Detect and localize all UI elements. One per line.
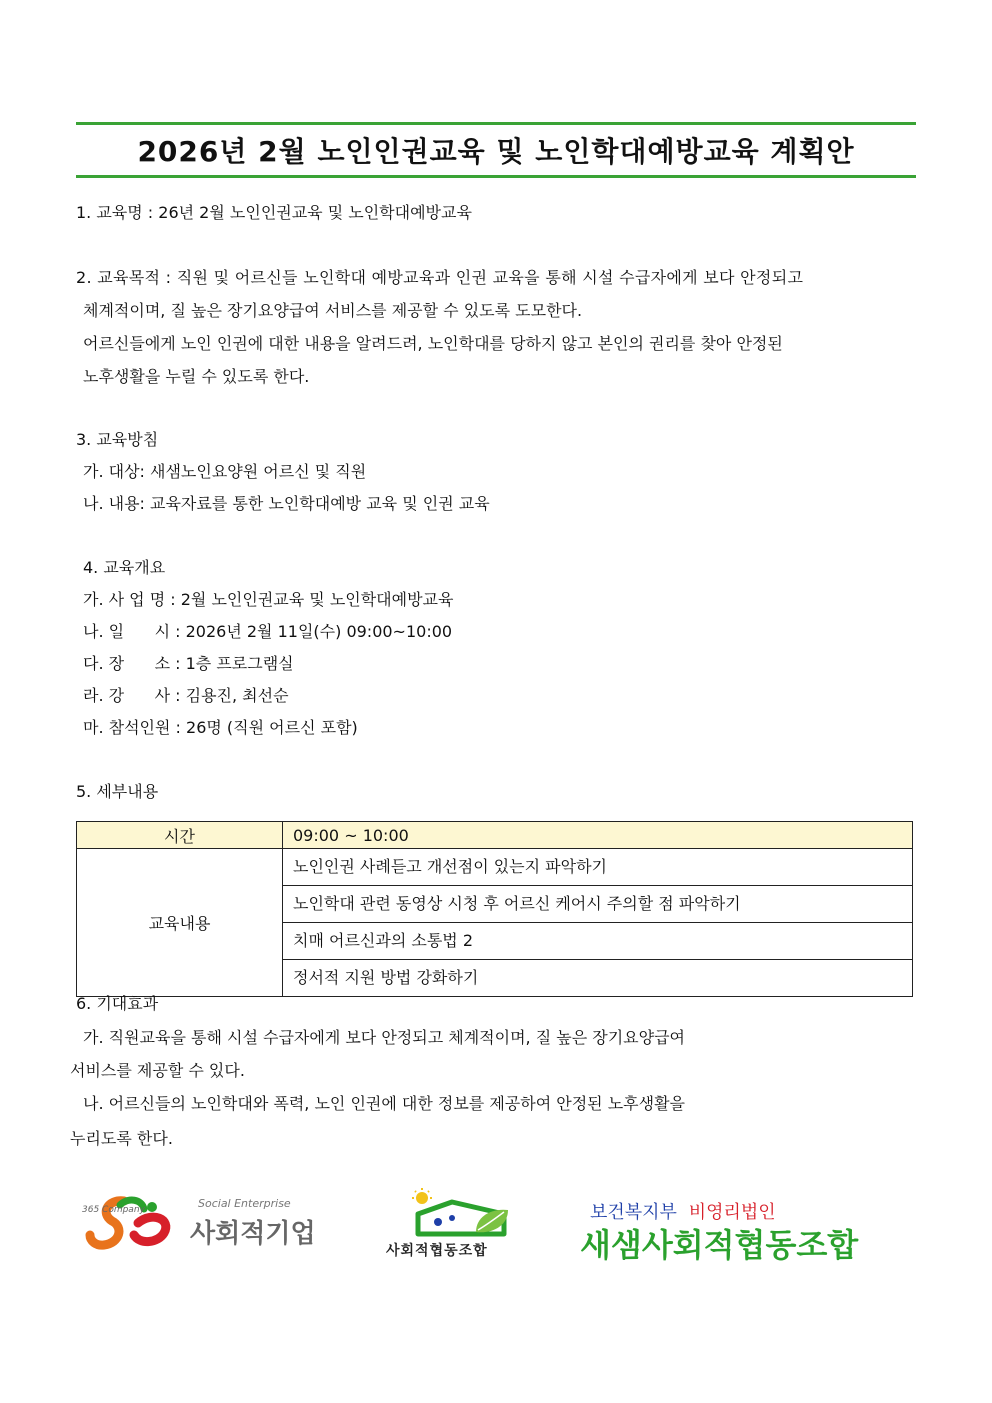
house-leaf-icon (380, 1188, 560, 1244)
section-2-purpose-line-4: 노후생활을 누릴 수 있도록 한다. (83, 367, 310, 386)
section-6-effect-b-line-1: 나. 어르신들의 노인학대와 폭력, 노인 인권에 대한 정보를 제공하여 안정된 노후생활을 (83, 1094, 685, 1113)
section-6-effect-a-line-2: 서비스를 제공할 수 있다. (70, 1061, 245, 1080)
org-ministry-text: 보건복지부 (590, 1202, 677, 1223)
content-item: 노인인권 사례듣고 개선점이 있는지 파악하기 (283, 849, 913, 886)
se-small-text: Social Enterprise (198, 1197, 291, 1210)
coop-main-text: 사회적협동조합 (386, 1243, 488, 1259)
section-2-purpose-line-1: 2. 교육목적 : 직원 및 어르신들 노인학대 예방교육과 인권 교육을 통해 시설 수급자에게 보다 안정되고 (76, 268, 804, 287)
section-6-heading: 6. 기대효과 (76, 994, 159, 1013)
section-4-datetime: 나. 일 시 : 2026년 2월 11일(수) 09:00~10:00 (83, 622, 453, 641)
time-label: 시간 (77, 822, 283, 849)
section-4-heading: 4. 교육개요 (83, 558, 166, 577)
org-name: 새샘사회적협동조합 (580, 1226, 859, 1264)
cooperative-logo (380, 1188, 560, 1260)
section-2-purpose-line-3: 어르신들에게 노인 인권에 대한 내용을 알려드려, 노인학대를 당하지 않고 본인의 권리를 찾아 안정된 (83, 334, 783, 353)
document-title: 2026년 2월 노인인권교육 및 노인학대예방교육 계획안 (137, 135, 855, 168)
content-label: 교육내용 (77, 849, 283, 997)
section-4-attendees: 마. 참석인원 : 26명 (직원 어르신 포함) (83, 718, 358, 737)
section-5-heading: 5. 세부내용 (76, 782, 159, 801)
section-4-project-name: 가. 사 업 명 : 2월 노인인권교육 및 노인학대예방교육 (83, 590, 454, 609)
content-item: 노인학대 관련 동영상 시청 후 어르신 케어시 주의할 점 파악하기 (283, 886, 913, 923)
content-row-1 (77, 849, 913, 886)
section-4-location: 다. 장 소 : 1층 프로그램실 (83, 654, 294, 673)
detail-table (76, 821, 913, 997)
content-item: 치매 어르신과의 소통법 2 (283, 923, 913, 960)
section-4-instructor: 라. 강 사 : 김용진, 최선순 (83, 686, 289, 705)
section-1-course-name: 1. 교육명 : 26년 2월 노인인권교육 및 노인학대예방교육 (76, 203, 472, 222)
time-value: 09:00 ~ 10:00 (283, 822, 913, 849)
section-3-heading: 3. 교육방침 (76, 430, 159, 449)
section-3-target: 가. 대상: 새샘노인요양원 어르신 및 직원 (83, 462, 367, 481)
social-enterprise-logo (80, 1193, 370, 1253)
footer-logos (80, 1188, 880, 1263)
section-3-content: 나. 내용: 교육자료를 통한 노인학대예방 교육 및 인권 교육 (83, 494, 490, 513)
document-title-box (76, 122, 916, 178)
section-6-effect-b-line-2: 누리도록 한다. (70, 1129, 173, 1148)
se-company-text: 365 Company (82, 1205, 145, 1215)
org-nonprofit-text: 비영리법인 (688, 1202, 776, 1223)
content-item: 정서적 지원 방법 강화하기 (283, 960, 913, 997)
se-main-text: 사회적기업 (190, 1219, 316, 1249)
time-row (77, 822, 913, 849)
section-2-purpose-line-2: 체계적이며, 질 높은 장기요양급여 서비스를 제공할 수 있도록 도모한다. (83, 301, 583, 320)
section-6-effect-a-line-1: 가. 직원교육을 통해 시설 수급자에게 보다 안정되고 체계적이며, 질 높은 장기요양급여 (83, 1028, 685, 1047)
